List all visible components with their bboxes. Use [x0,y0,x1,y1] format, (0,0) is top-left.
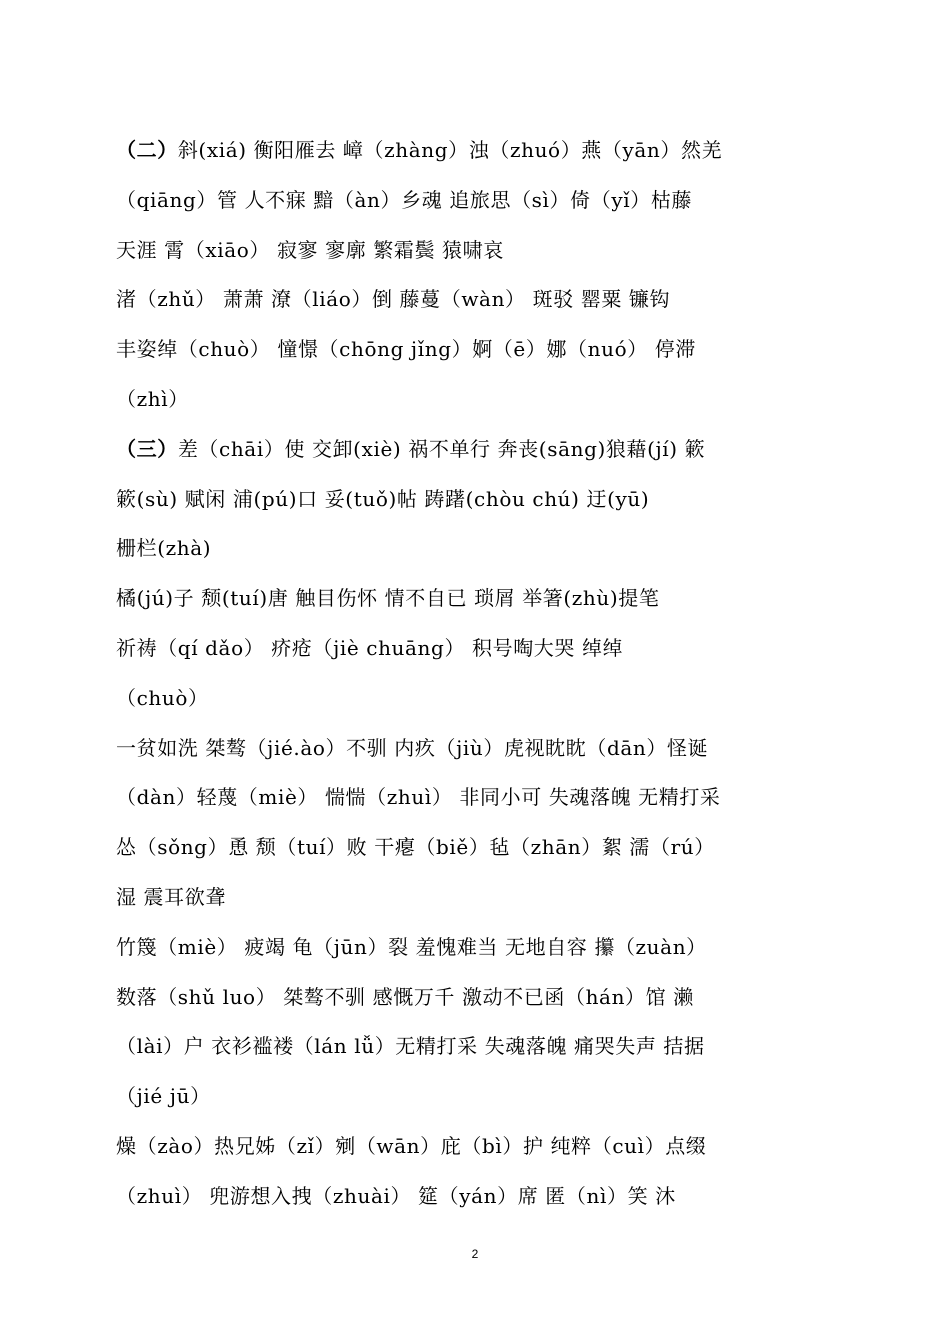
line-text: 栅栏(zhà) [116,536,212,561]
text-line [116,674,838,724]
line-text: 天涯 霄（xiāo） 寂寥 寥廓 繁霜鬓 猿啸哀 [116,237,504,262]
text-line [116,823,838,873]
text-line [116,325,838,375]
text-line [116,1022,838,1072]
text-line [116,624,838,674]
line-text: 丰姿绰（chuò） 憧憬（chōng jǐng）婀（ē）娜（nuó） 停滞 [116,337,697,362]
text-line [116,574,838,624]
text-line [116,375,838,425]
text-line [116,524,838,574]
page-number: 2 [471,1247,479,1261]
line-text: 橘(jú)子 颓(tuí)唐 触目伤怀 情不自已 琐屑 举箸(zhù)提笔 [116,586,660,611]
text-line [116,176,838,226]
line-text: （zhì） [116,386,189,411]
line-text: 竹篾（miè） 疲竭 龟（jūn）裂 羞愧难当 无地自容 攥（zuàn） [116,934,707,959]
line-text: 一贫如洗 桀骜（jié.ào）不驯 内疚（jiù）虎视眈眈（dān）怪诞 [116,735,709,760]
line-text: 祈祷（qí dǎo） 疥疮（jiè chuāng） 积号啕大哭 绰绰 [116,635,624,660]
line-text: 燥（zào）热兄姊（zǐ）剜（wān）庇（bì）护 纯粹（cuì）点缀 [116,1133,707,1158]
line-text: 数落（shǔ luo） 桀骜不驯 感慨万千 激动不已函（hán）馆 濑 [116,984,694,1009]
section-heading: （三） [116,436,178,461]
text-line [116,973,838,1023]
section-heading: （二） [116,138,178,162]
line-text: 簌(sù) 赋闲 浦(pú)口 妥(tuǒ)帖 踌躇(chòu chú) 迂(yū) [116,486,650,511]
text-line [116,425,838,475]
text-line [116,1072,838,1122]
text-line [116,773,838,823]
line-text: 差（chāi）使 交卸(xiè) 祸不单行 奔丧(sāng)狼藉(jí) 簌 [177,436,706,461]
text-line [116,1172,838,1222]
text-line [116,475,838,525]
line-text: （lài）户 衣衫褴褛（lán lǚ）无精打采 失魂落魄 痛哭失声 拮据 [116,1034,705,1059]
text-line [116,724,838,774]
line-text: 渚（zhǔ） 萧萧 潦（liáo）倒 藤蔓（wàn） 斑驳 罂粟 镰钩 [116,287,671,312]
text-line [116,275,838,325]
text-line [116,126,838,176]
line-text: （dàn）轻蔑（miè） 惴惴（zhuì） 非同小可 失魂落魄 无精打采 [116,785,721,810]
line-text: 湿 震耳欲聋 [116,884,226,909]
line-text: （qiāng）管 人不寐 黯（àn）乡魂 追旅思（sì）倚（yǐ）枯藤 [116,187,693,212]
text-line [116,1122,838,1172]
text-line [116,923,838,973]
text-line [116,226,838,276]
text-line [116,873,838,923]
line-text: （chuò） [116,685,209,710]
line-text: 怂（sǒng）恿 颓（tuí）败 干瘪（biě）毡（zhān）絮 濡（rú） [116,835,715,860]
line-text: （zhuì） 兜游想入拽（zhuài） 筵（yán）席 匿（nì）笑 沐 [116,1183,676,1208]
line-text: （jié jū） [116,1084,211,1109]
vocabulary-text [116,126,838,1222]
line-text: 斜(xiá) 衡阳雁去 嶂（zhàng）浊（zhuó）燕（yān）然羌 [177,138,723,162]
